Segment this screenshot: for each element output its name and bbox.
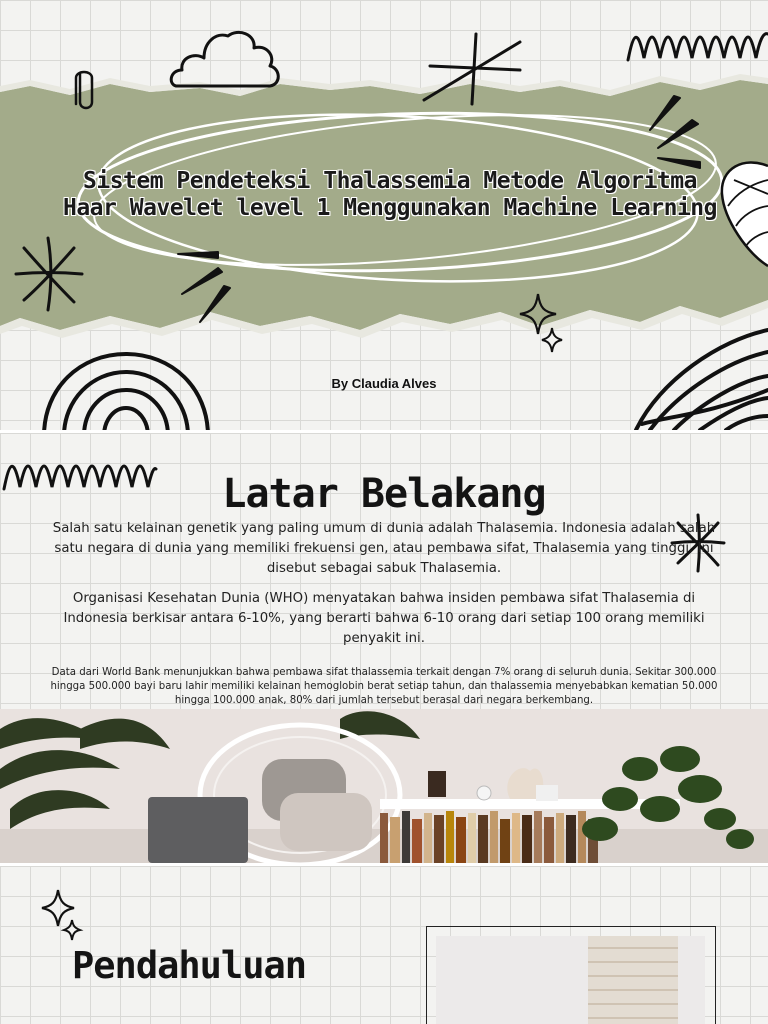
- pendahuluan-slide: [0, 866, 768, 1024]
- section-heading: Pendahuluan: [72, 944, 307, 987]
- sparkle-icon: [40, 886, 86, 942]
- macrame-wall-hanging: [436, 936, 705, 1024]
- interior-photo-illustration: [0, 709, 768, 863]
- interior-photo: [0, 709, 768, 863]
- paperclip-icon: [70, 66, 100, 116]
- zigzag-icon: [624, 24, 768, 68]
- sparkle-icon: [516, 290, 568, 354]
- paragraph: Organisasi Kesehatan Dunia (WHO) menyatakan bahwa insiden pembawa sifat Thalasemia di Indonesia berkisar antara 6-10%, yang berarti bahwa 6-10 orang dari setiap 100 orang memiliki penyakit ini.: [63, 591, 705, 646]
- image-frame: [426, 926, 716, 1024]
- author-byline: By Claudia Alves: [331, 376, 437, 391]
- asterisk-star-icon: [12, 234, 86, 314]
- section-heading: Latar Belakang: [222, 471, 546, 517]
- presentation-title: Sistem Pendeteksi Thalassemia Metode Algoritma Haar Wavelet level 1 Menggunakan Machine Learning: [62, 168, 717, 221]
- cloud-icon: [168, 26, 286, 92]
- paragraph: Data dari World Bank menunjukkan bahwa pembawa sifat thalassemia terkait dengan 7% orang di seluruh dunia. Sekitar 300.000 hingga 500.000 bayi baru lahir memiliki kelainan hemoglobin berat setiap tahun, dan thalassemia menyebabkan kematian 50.000 hingga 100.000 anak, 80% dari jumlah tersebut berasal dari negara berkembang.: [50, 667, 718, 706]
- leaf-icon: [714, 150, 768, 270]
- cover-slide: [0, 0, 768, 430]
- spike-lines-icon-left: [174, 246, 234, 328]
- cross-star-icon: [420, 32, 526, 106]
- paragraph: Salah satu kelainan genetik yang paling umum di dunia adalah Thalasemia. Indonesia adalah salah satu negara di dunia yang memiliki frekuensi gen, atau pembawa sifat, Thalasemia yang tinggi. Ini disebut sebagai sabuk Thalasemia.: [52, 521, 716, 576]
- framed-photo: [436, 936, 705, 1024]
- latar-belakang-slide: [0, 433, 768, 863]
- scribble-icon: [630, 320, 768, 430]
- spike-lines-icon: [644, 94, 704, 174]
